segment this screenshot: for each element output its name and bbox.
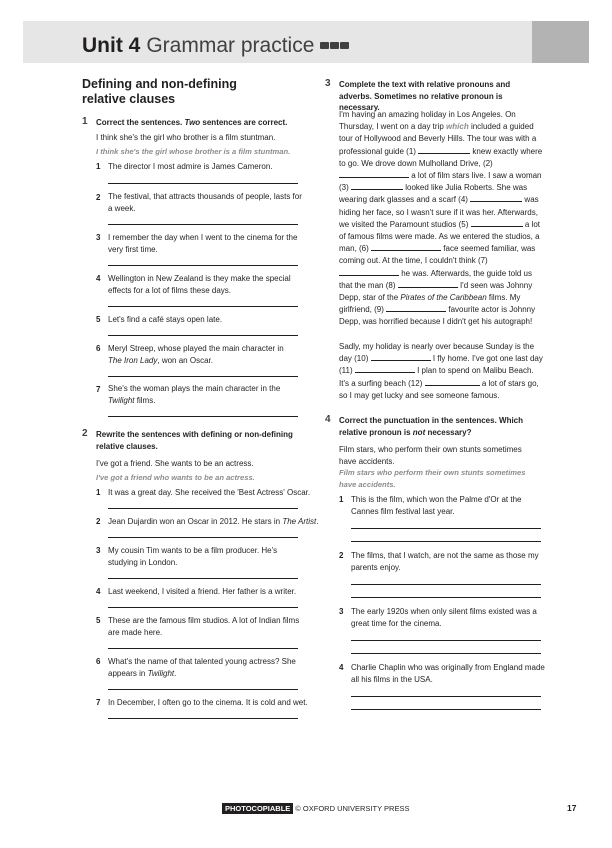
- item-text: all his films in the USA.: [351, 675, 433, 684]
- item-text: very first time.: [108, 245, 158, 254]
- item-text: The festival, that attracts thousands of people, lasts for: [108, 192, 302, 201]
- item-number: 7: [96, 385, 101, 394]
- item-text: great time for the cinema.: [351, 619, 442, 628]
- example-word: which: [446, 122, 469, 132]
- item-text: Wellington in New Zealand is they make the special: [108, 274, 291, 283]
- item-text: studying in London.: [108, 558, 178, 567]
- gap-3[interactable]: [351, 182, 403, 190]
- item-text: are made here.: [108, 628, 163, 637]
- item-number: 3: [96, 233, 101, 242]
- answer-line[interactable]: [108, 607, 298, 608]
- example-answer: I've got a friend who wants to be an actress.: [96, 473, 255, 482]
- item-text: Jean Dujardin won an Oscar in 2012. He stars in The Artist.: [108, 517, 319, 526]
- exercise-number: 3: [325, 78, 331, 89]
- example-sentence: I think she's the girl who brother is a film stuntman.: [96, 133, 276, 142]
- answer-line[interactable]: [108, 648, 298, 649]
- item-number: 4: [339, 663, 344, 672]
- item-number: 5: [96, 315, 101, 324]
- item-text: These are the famous film studios. A lot of Indian films: [108, 616, 300, 625]
- item-number: 7: [96, 698, 101, 707]
- item-number: 2: [96, 517, 101, 526]
- exercise-instruction: Correct the sentences. Two sentences are correct.: [96, 118, 288, 127]
- level-icon: [320, 42, 349, 49]
- exercise-number: 4: [325, 414, 331, 425]
- answer-line[interactable]: [351, 528, 541, 529]
- answer-line[interactable]: [351, 584, 541, 585]
- unit-label: Unit 4: [82, 34, 141, 57]
- item-text: appears in Twilight.: [108, 669, 177, 678]
- gap-9[interactable]: [386, 304, 446, 312]
- answer-line[interactable]: [108, 376, 298, 377]
- answer-line[interactable]: [108, 537, 298, 538]
- item-text: Last weekend, I visited a friend. Her father is a writer.: [108, 587, 297, 596]
- item-text: a week.: [108, 204, 136, 213]
- item-text: Meryl Streep, whose played the main character in: [108, 344, 284, 353]
- answer-line[interactable]: [351, 597, 541, 598]
- item-number: 1: [96, 162, 101, 171]
- page-title: [82, 34, 349, 58]
- answer-line[interactable]: [108, 718, 298, 719]
- exercise-instruction: Correct the punctuation in the sentences. Which relative pronoun is not necessary?: [339, 416, 524, 437]
- item-text: Charlie Chaplin who was originally from England made: [351, 663, 545, 672]
- gap-6[interactable]: [371, 243, 441, 251]
- item-text: It was a great day. She received the 'Best Actress' Oscar.: [108, 488, 311, 497]
- item-number: 1: [339, 495, 344, 504]
- item-text: effects for a lot of films these days.: [108, 286, 232, 295]
- section-title: Defining and non-defining relative clauses: [82, 77, 237, 106]
- title-label: Grammar practice: [146, 34, 315, 57]
- answer-line[interactable]: [108, 306, 298, 307]
- photocopiable-badge: PHOTOCOPIABLE: [222, 803, 293, 814]
- answer-line[interactable]: [351, 541, 541, 542]
- gap-11[interactable]: [355, 365, 415, 373]
- answer-line[interactable]: [108, 578, 298, 579]
- item-number: 5: [96, 616, 101, 625]
- answer-line[interactable]: [351, 640, 541, 641]
- exercise-instruction: Complete the text with relative pronouns and adverbs. Sometimes no relative pronoun is necessary.: [339, 80, 511, 112]
- gap-7[interactable]: [339, 268, 399, 276]
- item-number: 6: [96, 657, 101, 666]
- publisher-text: © OXFORD UNIVERSITY PRESS: [295, 804, 410, 813]
- answer-line[interactable]: [351, 709, 541, 710]
- answer-line[interactable]: [108, 416, 298, 417]
- exercise-number: 2: [82, 428, 88, 439]
- gap-5[interactable]: [471, 219, 523, 227]
- gap-10[interactable]: [371, 353, 431, 361]
- answer-line[interactable]: [108, 508, 298, 509]
- answer-line[interactable]: [108, 335, 298, 336]
- item-text: Let's find a café stays open late.: [108, 315, 223, 324]
- item-number: 1: [96, 488, 101, 497]
- item-number: 4: [96, 587, 101, 596]
- item-text: What's the name of that talented young actress? She: [108, 657, 296, 666]
- exercise-instruction: Rewrite the sentences with defining or non-defining relative clauses.: [96, 430, 293, 451]
- item-text: In December, I often go to the cinema. It is cold and wet.: [108, 698, 308, 707]
- item-text: parents enjoy.: [351, 563, 401, 572]
- answer-line[interactable]: [108, 224, 298, 225]
- example-sentence: Film stars, who perform their own stunts sometimes have accidents.: [339, 445, 522, 466]
- item-number: 6: [96, 344, 101, 353]
- item-number: 3: [96, 546, 101, 555]
- example-answer: Film stars who perform their own stunts sometimes have accidents.: [339, 468, 526, 489]
- page-number: 17: [567, 803, 577, 813]
- footer: [222, 804, 409, 813]
- item-text: The films, that I watch, are not the same as those my: [351, 551, 539, 560]
- answer-line[interactable]: [108, 183, 298, 184]
- answer-line[interactable]: [351, 653, 541, 654]
- item-text: The director I most admire is James Cameron.: [108, 162, 273, 171]
- example-answer: I think she's the girl whose brother is a film stuntman.: [96, 147, 291, 156]
- header-tab: [532, 21, 589, 63]
- item-number: 3: [339, 607, 344, 616]
- item-text: The early 1920s when only silent films existed was a: [351, 607, 537, 616]
- cloze-paragraph-2: Sadly, my holiday is nearly over because Sunday is the day (10) I fly home. I've got one last day (11) I plan to spend on Malibu Beach. It's a surfing beach (12) a lot of stars go, so I may get lucky and see someone famous.: [339, 342, 543, 400]
- item-number: 4: [96, 274, 101, 283]
- item-text: Cannes film festival last year.: [351, 507, 455, 516]
- answer-line[interactable]: [351, 696, 541, 697]
- exercise-number: 1: [82, 116, 88, 127]
- gap-4[interactable]: [470, 194, 522, 202]
- gap-12[interactable]: [425, 378, 480, 386]
- gap-1[interactable]: [418, 146, 470, 154]
- item-text: This is the film, which won the Palme d'Or at the: [351, 495, 522, 504]
- example-sentence: I've got a friend. She wants to be an actress.: [96, 459, 254, 468]
- item-number: 2: [96, 193, 101, 202]
- gap-8[interactable]: [398, 280, 458, 288]
- answer-line[interactable]: [108, 265, 298, 266]
- item-text: Twilight films.: [108, 396, 156, 405]
- answer-line[interactable]: [108, 689, 298, 690]
- item-text: The Iron Lady, won an Oscar.: [108, 356, 213, 365]
- item-text: She's the woman plays the main character in the: [108, 384, 281, 393]
- item-number: 2: [339, 551, 344, 560]
- gap-2[interactable]: [339, 170, 409, 178]
- cloze-paragraph-1: I'm having an amazing holiday in Los Angeles. On Thursday, I went on a day trip which included a guided tour of Hollywood and Beverly Hills. The tour was with a professional guide (1) knew exactly where to go. We drove down Mulholland Drive, (2) a lot of film stars live. I saw a woman (3) looked like Julia Roberts. She was wearing dark glasses and a scarf (4) was hiding her face, so I wasn't sure if it was her. Afterwards, we visited the Paramount studios (5) a lot of famous films were made. As we entered the studios, a man, (6) face seemed familiar, was coming out. At the time, I couldn't think (7) he was. Afterwards, the guide told us that the man (8) I'd seen was Johnny Depp, star of the Pirates of the Caribbean films. My girlfriend, (9) favourite actor is Johnny Depp, was horrified because I didn't get his autograph!: [339, 110, 543, 327]
- item-text: My cousin Tim wants to be a film producer. He's: [108, 546, 278, 555]
- item-text: I remember the day when I went to the cinema for the: [108, 233, 298, 242]
